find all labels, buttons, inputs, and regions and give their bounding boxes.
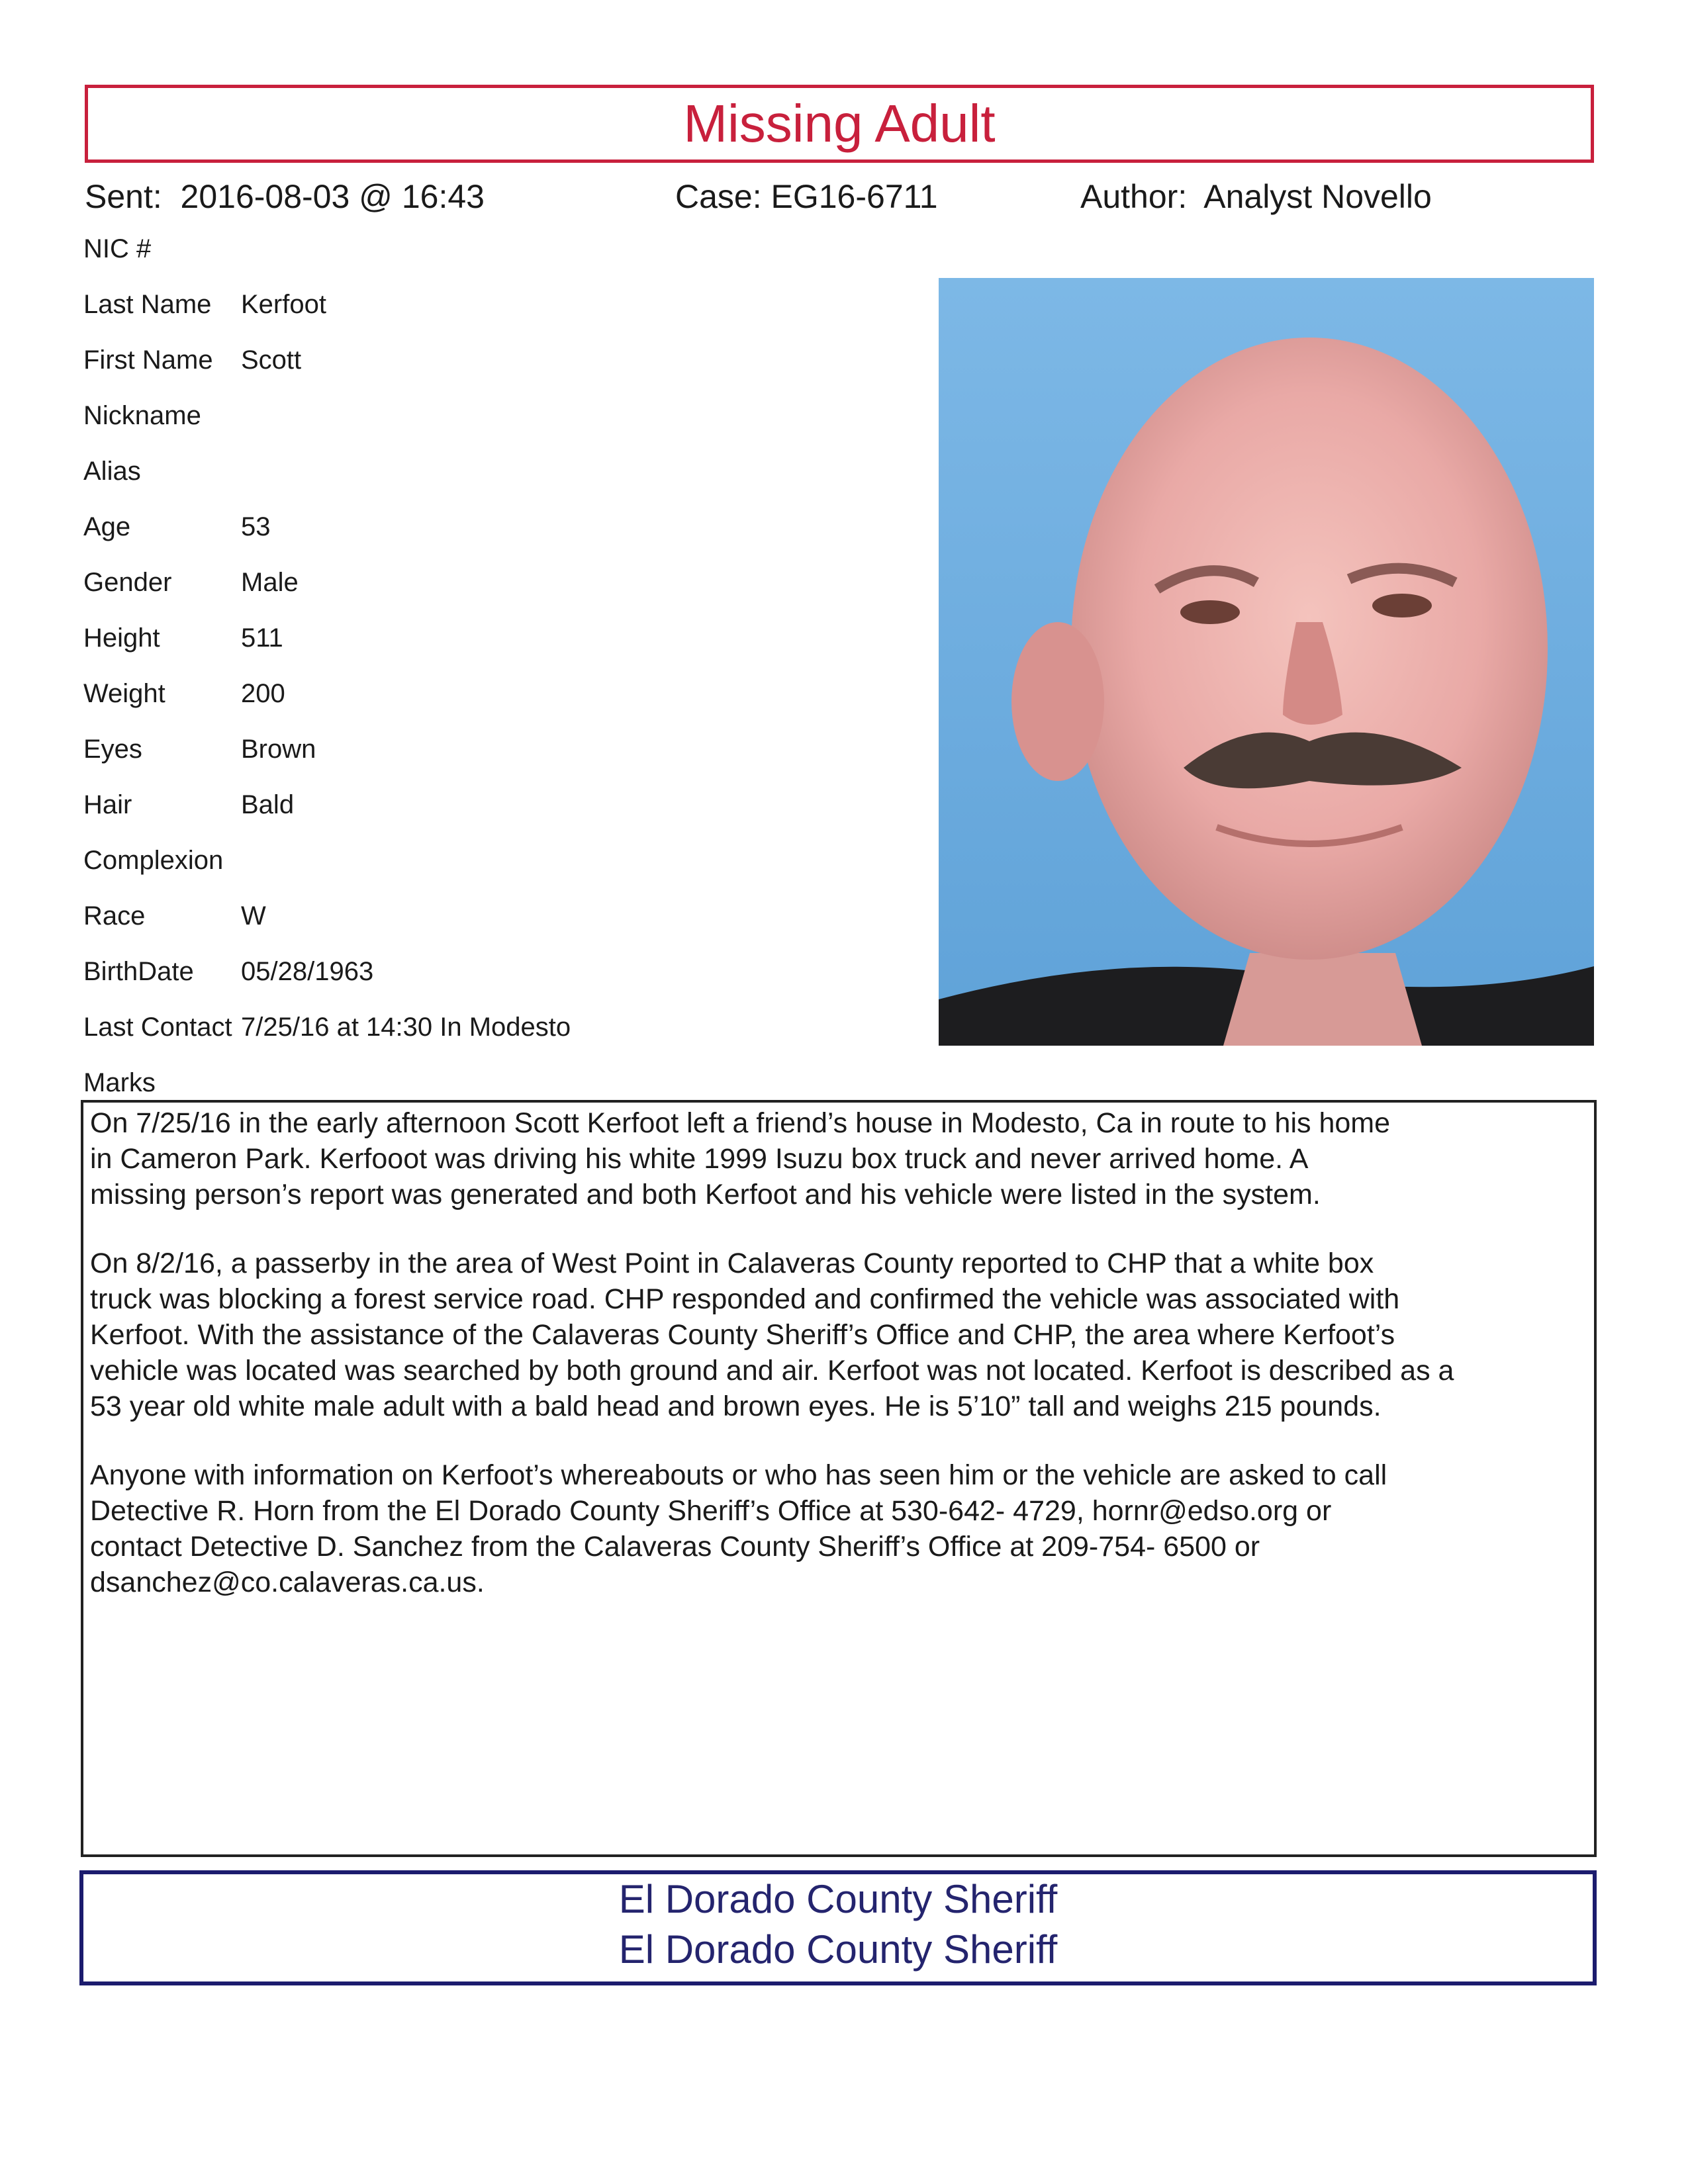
field-label-nic: NIC # <box>83 234 152 263</box>
field-label-last-contact: Last Contact <box>83 1013 232 1042</box>
field-value-gender: Male <box>241 568 299 597</box>
field-label-last-name: Last Name <box>83 290 212 319</box>
narrative-paragraph-3: Anyone with information on Kerfoot’s whereabouts or who has seen him or the vehicle are asked to call Detective R. Horn from the El Dorado County Sheriff’s Office at 530-642- 4729, hornr@edso.org or contact Detective D. Sanchez from the Calaveras County Sheriff’s Office at 209-754- 6500 or dsanchez@co.calaveras.ca.us. <box>90 1459 1387 1598</box>
field-label-race: Race <box>83 901 146 931</box>
field-value-race: W <box>241 901 266 931</box>
sent-date: Sent: 2016-08-03 @ 16:43 <box>85 178 485 215</box>
subject-photo <box>939 278 1594 1046</box>
agency-footer <box>79 1870 1597 1985</box>
agency-name-line-1: El Dorado County Sheriff <box>618 1877 1058 1921</box>
title-box <box>85 85 1594 163</box>
field-label-height: Height <box>83 623 160 653</box>
page-title: Missing Adult <box>683 94 996 153</box>
field-label-complexion: Complexion <box>83 846 224 875</box>
field-value-first-name: Scott <box>241 345 302 375</box>
field-label-birthdate: BirthDate <box>83 957 194 986</box>
field-value-hair: Bald <box>241 790 295 819</box>
field-value-birthdate: 05/28/1963 <box>241 957 374 986</box>
field-value-weight: 200 <box>241 679 285 708</box>
narrative-paragraph-2: On 8/2/16, a passerby in the area of West Point in Calaveras County reported to CHP that a white box truck was blocking a forest service road. CHP responded and confirmed the vehicle was associated with Kerfoot. With the assistance of the Calaveras County Sheriff’s Office and CHP, the area where Kerfoot’s vehicle was located was searched by both ground and air. Kerfoot was not located. Kerfoot is described as a 53 year old white male adult with a bald head and brown eyes. He is 5’10” tall and weighs 215 pounds. <box>90 1248 1454 1422</box>
field-label-age: Age <box>83 512 131 541</box>
field-label-eyes: Eyes <box>83 735 142 764</box>
portrait-image <box>939 278 1594 1046</box>
field-value-height: 511 <box>241 623 283 653</box>
agency-name-line-2: El Dorado County Sheriff <box>618 1927 1058 1972</box>
field-value-last-contact: 7/25/16 at 14:30 In Modesto <box>241 1013 571 1042</box>
field-label-hair: Hair <box>83 790 132 819</box>
narrative-paragraph-1: On 7/25/16 in the early afternoon Scott Kerfoot left a friend’s house in Modesto, Ca in route to his home in Cameron Park. Kerfooot was driving his white 1999 Isuzu box truck and never arrived home. A missing person’s report was generated and both Kerfoot and his vehicle were listed in the system. <box>90 1107 1391 1210</box>
field-value-eyes: Brown <box>241 735 316 764</box>
field-label-nickname: Nickname <box>83 401 201 430</box>
field-label-gender: Gender <box>83 568 172 597</box>
author: Author: Analyst Novello <box>1080 178 1432 215</box>
field-label-weight: Weight <box>83 679 165 708</box>
field-label-first-name: First Name <box>83 345 213 375</box>
field-label-marks: Marks <box>83 1068 156 1097</box>
field-value-age: 53 <box>241 512 271 541</box>
field-label-alias: Alias <box>83 457 141 486</box>
marks-narrative-box <box>81 1100 1597 1857</box>
field-value-last-name: Kerfoot <box>241 290 326 319</box>
case-number: Case: EG16-6711 <box>675 178 938 215</box>
